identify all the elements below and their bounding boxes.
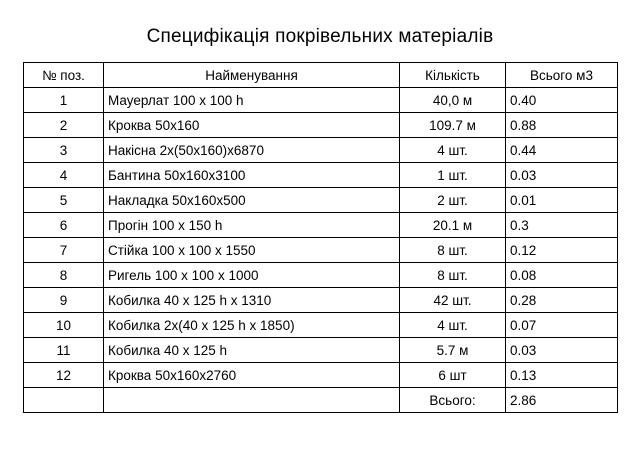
table-row [24,263,618,288]
table-row [24,338,618,363]
cell-position: 3 [24,138,104,163]
column-header-position: № поз. [24,63,104,88]
cell-position: 2 [24,113,104,138]
cell-position: 8 [24,263,104,288]
column-header-name: Найменування [104,63,400,88]
cell-total-sum: 2.86 [506,388,618,413]
cell-position-empty [24,388,104,413]
cell-name: Прогін 100 x 150 h [104,213,400,238]
cell-position: 1 [24,88,104,113]
column-header-quantity: Кількість [400,63,506,88]
cell-quantity: 8 шт. [400,263,506,288]
table-row [24,238,618,263]
table-footer-row [24,388,618,413]
cell-total-label: Всього: [400,388,506,413]
cell-quantity: 4 шт. [400,313,506,338]
cell-quantity: 42 шт. [400,288,506,313]
cell-total: 0.03 [506,338,618,363]
cell-total: 0.88 [506,113,618,138]
table-row [24,288,618,313]
cell-quantity: 6 шт [400,363,506,388]
cell-total: 0.40 [506,88,618,113]
cell-position: 9 [24,288,104,313]
cell-name: Кобилка 40 x 125 h [104,338,400,363]
cell-quantity: 1 шт. [400,163,506,188]
cell-quantity: 4 шт. [400,138,506,163]
page-title: Специфікація покрівельних матеріалів [146,26,494,47]
cell-position: 11 [24,338,104,363]
cell-name: Стійка 100 x 100 x 1550 [104,238,400,263]
cell-name: Бантина 50х160х3100 [104,163,400,188]
cell-quantity: 109.7 м [400,113,506,138]
cell-position: 4 [24,163,104,188]
specification-table [23,62,618,413]
cell-name: Ригель 100 x 100 x 1000 [104,263,400,288]
table-row [24,213,618,238]
table-row [24,188,618,213]
table-row [24,88,618,113]
table-row [24,113,618,138]
column-header-total: Всього м3 [506,63,618,88]
specification-table-container [23,62,617,413]
cell-name-empty [104,388,400,413]
table-row [24,163,618,188]
cell-position: 6 [24,213,104,238]
cell-total: 0.3 [506,213,618,238]
cell-name: Кобилка 40 x 125 h x 1310 [104,288,400,313]
cell-position: 5 [24,188,104,213]
cell-total: 0.03 [506,163,618,188]
cell-quantity: 20.1 м [400,213,506,238]
cell-name: Кобилка 2х(40 x 125 h x 1850) [104,313,400,338]
cell-name: Накладка 50х160х500 [104,188,400,213]
table-header-row [24,63,618,88]
cell-total: 0.28 [506,288,618,313]
cell-total: 0.07 [506,313,618,338]
cell-quantity: 5.7 м [400,338,506,363]
cell-total: 0.08 [506,263,618,288]
cell-quantity: 2 шт. [400,188,506,213]
cell-position: 12 [24,363,104,388]
cell-name: Кроква 50х160х2760 [104,363,400,388]
cell-total: 0.01 [506,188,618,213]
cell-total: 0.12 [506,238,618,263]
table-row [24,138,618,163]
table-row [24,363,618,388]
cell-name: Накісна 2х(50х160)х6870 [104,138,400,163]
cell-name: Кроква 50х160 [104,113,400,138]
cell-position: 7 [24,238,104,263]
cell-total: 0.13 [506,363,618,388]
cell-position: 10 [24,313,104,338]
cell-total: 0.44 [506,138,618,163]
cell-name: Мауерлат 100 x 100 h [104,88,400,113]
cell-quantity: 8 шт. [400,238,506,263]
table-row [24,313,618,338]
cell-quantity: 40,0 м [400,88,506,113]
